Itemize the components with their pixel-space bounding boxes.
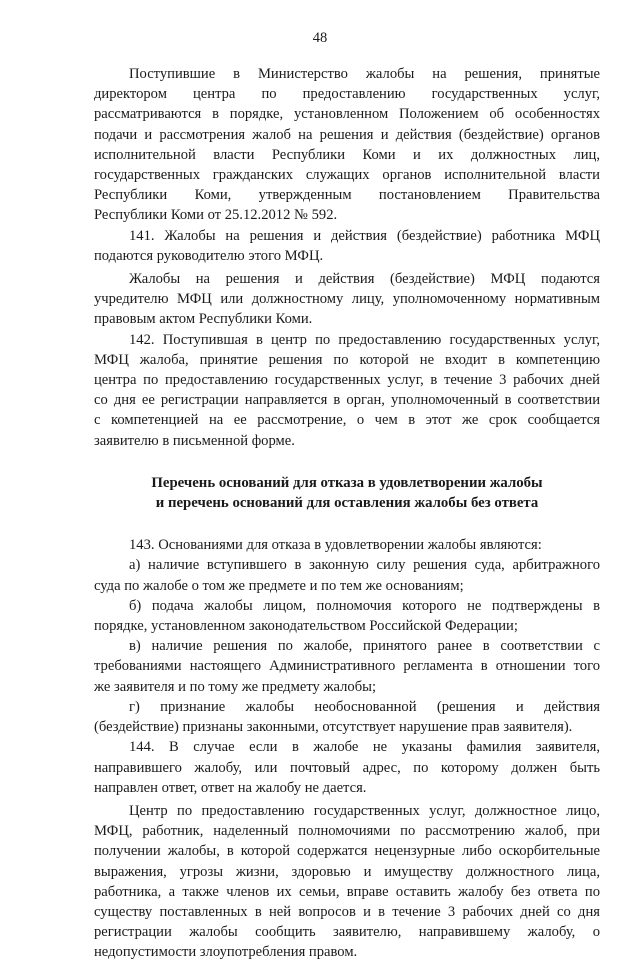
- paragraph: [94, 596, 600, 636]
- section-heading: [94, 473, 600, 513]
- paragraph-line: заявителю в письменной форме.: [94, 432, 295, 449]
- paragraph-line: б) подача жалобы лицом, полномочия которого не подтверждены в: [129, 597, 600, 614]
- paragraph-line: Жалобы на решения и действия (бездействие) МФЦ подаются: [129, 271, 600, 288]
- paragraph: [94, 535, 600, 555]
- paragraph-line: Республики Коми, утвержденным постановлением Правительства: [94, 187, 600, 204]
- paragraph-line: 141. Жалобы на решения и действия (бездействие) работника МФЦ: [129, 227, 600, 244]
- heading-line: Перечень оснований для отказа в удовлетворении жалобы: [151, 474, 543, 491]
- paragraph-line: центра по предоставлению государственных услуг, в течение 3 рабочих дней: [94, 372, 600, 389]
- page-number: 48: [312, 30, 328, 46]
- paragraph-line: регистрации жалобы сообщить заявителю, направившему жалобу, о: [94, 924, 600, 941]
- paragraph-line: с компетенцией на ее рассмотрение, о чем в этот же срок сообщается: [94, 412, 600, 429]
- paragraph-line: Центр по предоставлению государственных услуг, должностное лицо,: [129, 802, 600, 819]
- paragraph: [94, 269, 600, 330]
- paragraph-line: работника, а также членов их семьи, вправе оставить жалобу без ответа по: [94, 883, 600, 900]
- paragraph-line: (бездействие) признаны законными, отсутствует нарушение прав заявителя).: [94, 719, 573, 736]
- paragraph-line: директором центра по предоставлению государственных услуг,: [94, 86, 600, 103]
- paragraph: [94, 801, 600, 963]
- paragraph: [94, 697, 600, 737]
- paragraph: [94, 636, 600, 697]
- section-complaints-routing: [94, 64, 600, 451]
- paragraph-line: Поступившие в Министерство жалобы на решения, принятые: [129, 66, 600, 82]
- paragraph-line: же заявителя и по тому же предмету жалобы;: [94, 678, 376, 695]
- paragraph-line: рассматриваются в порядке, установленном Положением об особенностях: [94, 106, 600, 123]
- paragraph-line: 142. Поступившая в центр по предоставлению государственных услуг,: [129, 331, 600, 348]
- paragraph-line: требованиями настоящего Административного регламента в отношении того: [94, 658, 600, 675]
- paragraph-line: МФЦ жалоба, принятие решения по которой не входит в компетенцию: [94, 351, 600, 368]
- paragraph-line: г) признание жалобы необоснованной (решения и действия: [129, 698, 600, 715]
- paragraph-line: направившего жалобу, или почтовый адрес, по которому должен быть: [94, 759, 600, 776]
- paragraph-line: учредителю МФЦ или должностному лицу, уполномоченному нормативным: [94, 291, 600, 308]
- paragraph: [94, 737, 600, 798]
- paragraph-line: 144. В случае если в жалобе не указаны фамилия заявителя,: [129, 739, 600, 756]
- paragraph: [94, 226, 600, 266]
- paragraph: [94, 555, 600, 595]
- paragraph: [94, 330, 600, 451]
- paragraph-line: правовым актом Республики Коми.: [94, 311, 313, 328]
- paragraph-line: подачи и рассмотрения жалоб на решения и действия (бездействие) органов: [94, 126, 600, 143]
- paragraph-line: порядке, установленном законодательством Российской Федерации;: [94, 618, 518, 635]
- paragraph-line: выражения, угрозы жизни, здоровью и имуществу должностного лица,: [94, 863, 600, 880]
- paragraph-line: государственных гражданских служащих органов исполнительной власти: [94, 167, 600, 184]
- paragraph-line: подаются руководителю этого МФЦ.: [94, 247, 324, 264]
- paragraph-line: исполнительной власти Республики Коми и их должностных лиц,: [94, 146, 600, 163]
- paragraph-line: Республики Коми от 25.12.2012 № 592.: [94, 207, 338, 224]
- paragraph-line: МФЦ, работник, наделенный полномочиями по рассмотрению жалоб, при: [94, 823, 600, 840]
- paragraph-line: направлен ответ, ответ на жалобу не дается.: [94, 779, 367, 796]
- paragraph-line: существу поставленных в ней вопросов и в течение 3 рабочих дней со дня: [94, 903, 600, 920]
- paragraph-line: получении жалобы, в которой содержатся нецензурные либо оскорбительные: [94, 843, 600, 860]
- section-refusal-grounds: [94, 535, 600, 962]
- heading-line: и перечень оснований для оставления жалобы без ответа: [155, 495, 539, 512]
- paragraph-line: со дня ее регистрации направляется в орган, уполномоченный в соответствии: [94, 392, 600, 409]
- paragraph-line: 143. Основаниями для отказа в удовлетворении жалобы являются:: [129, 537, 542, 554]
- paragraph-line: недопустимости злоупотребления правом.: [94, 944, 358, 961]
- paragraph-line: а) наличие вступившего в законную силу решения суда, арбитражного: [129, 557, 600, 574]
- document-body: [94, 64, 600, 963]
- paragraph: [94, 64, 600, 226]
- paragraph-line: суда по жалобе о том же предмете и по тем же основаниям;: [94, 577, 464, 594]
- paragraph-line: в) наличие решения по жалобе, принятого ранее в соответствии с: [129, 638, 600, 655]
